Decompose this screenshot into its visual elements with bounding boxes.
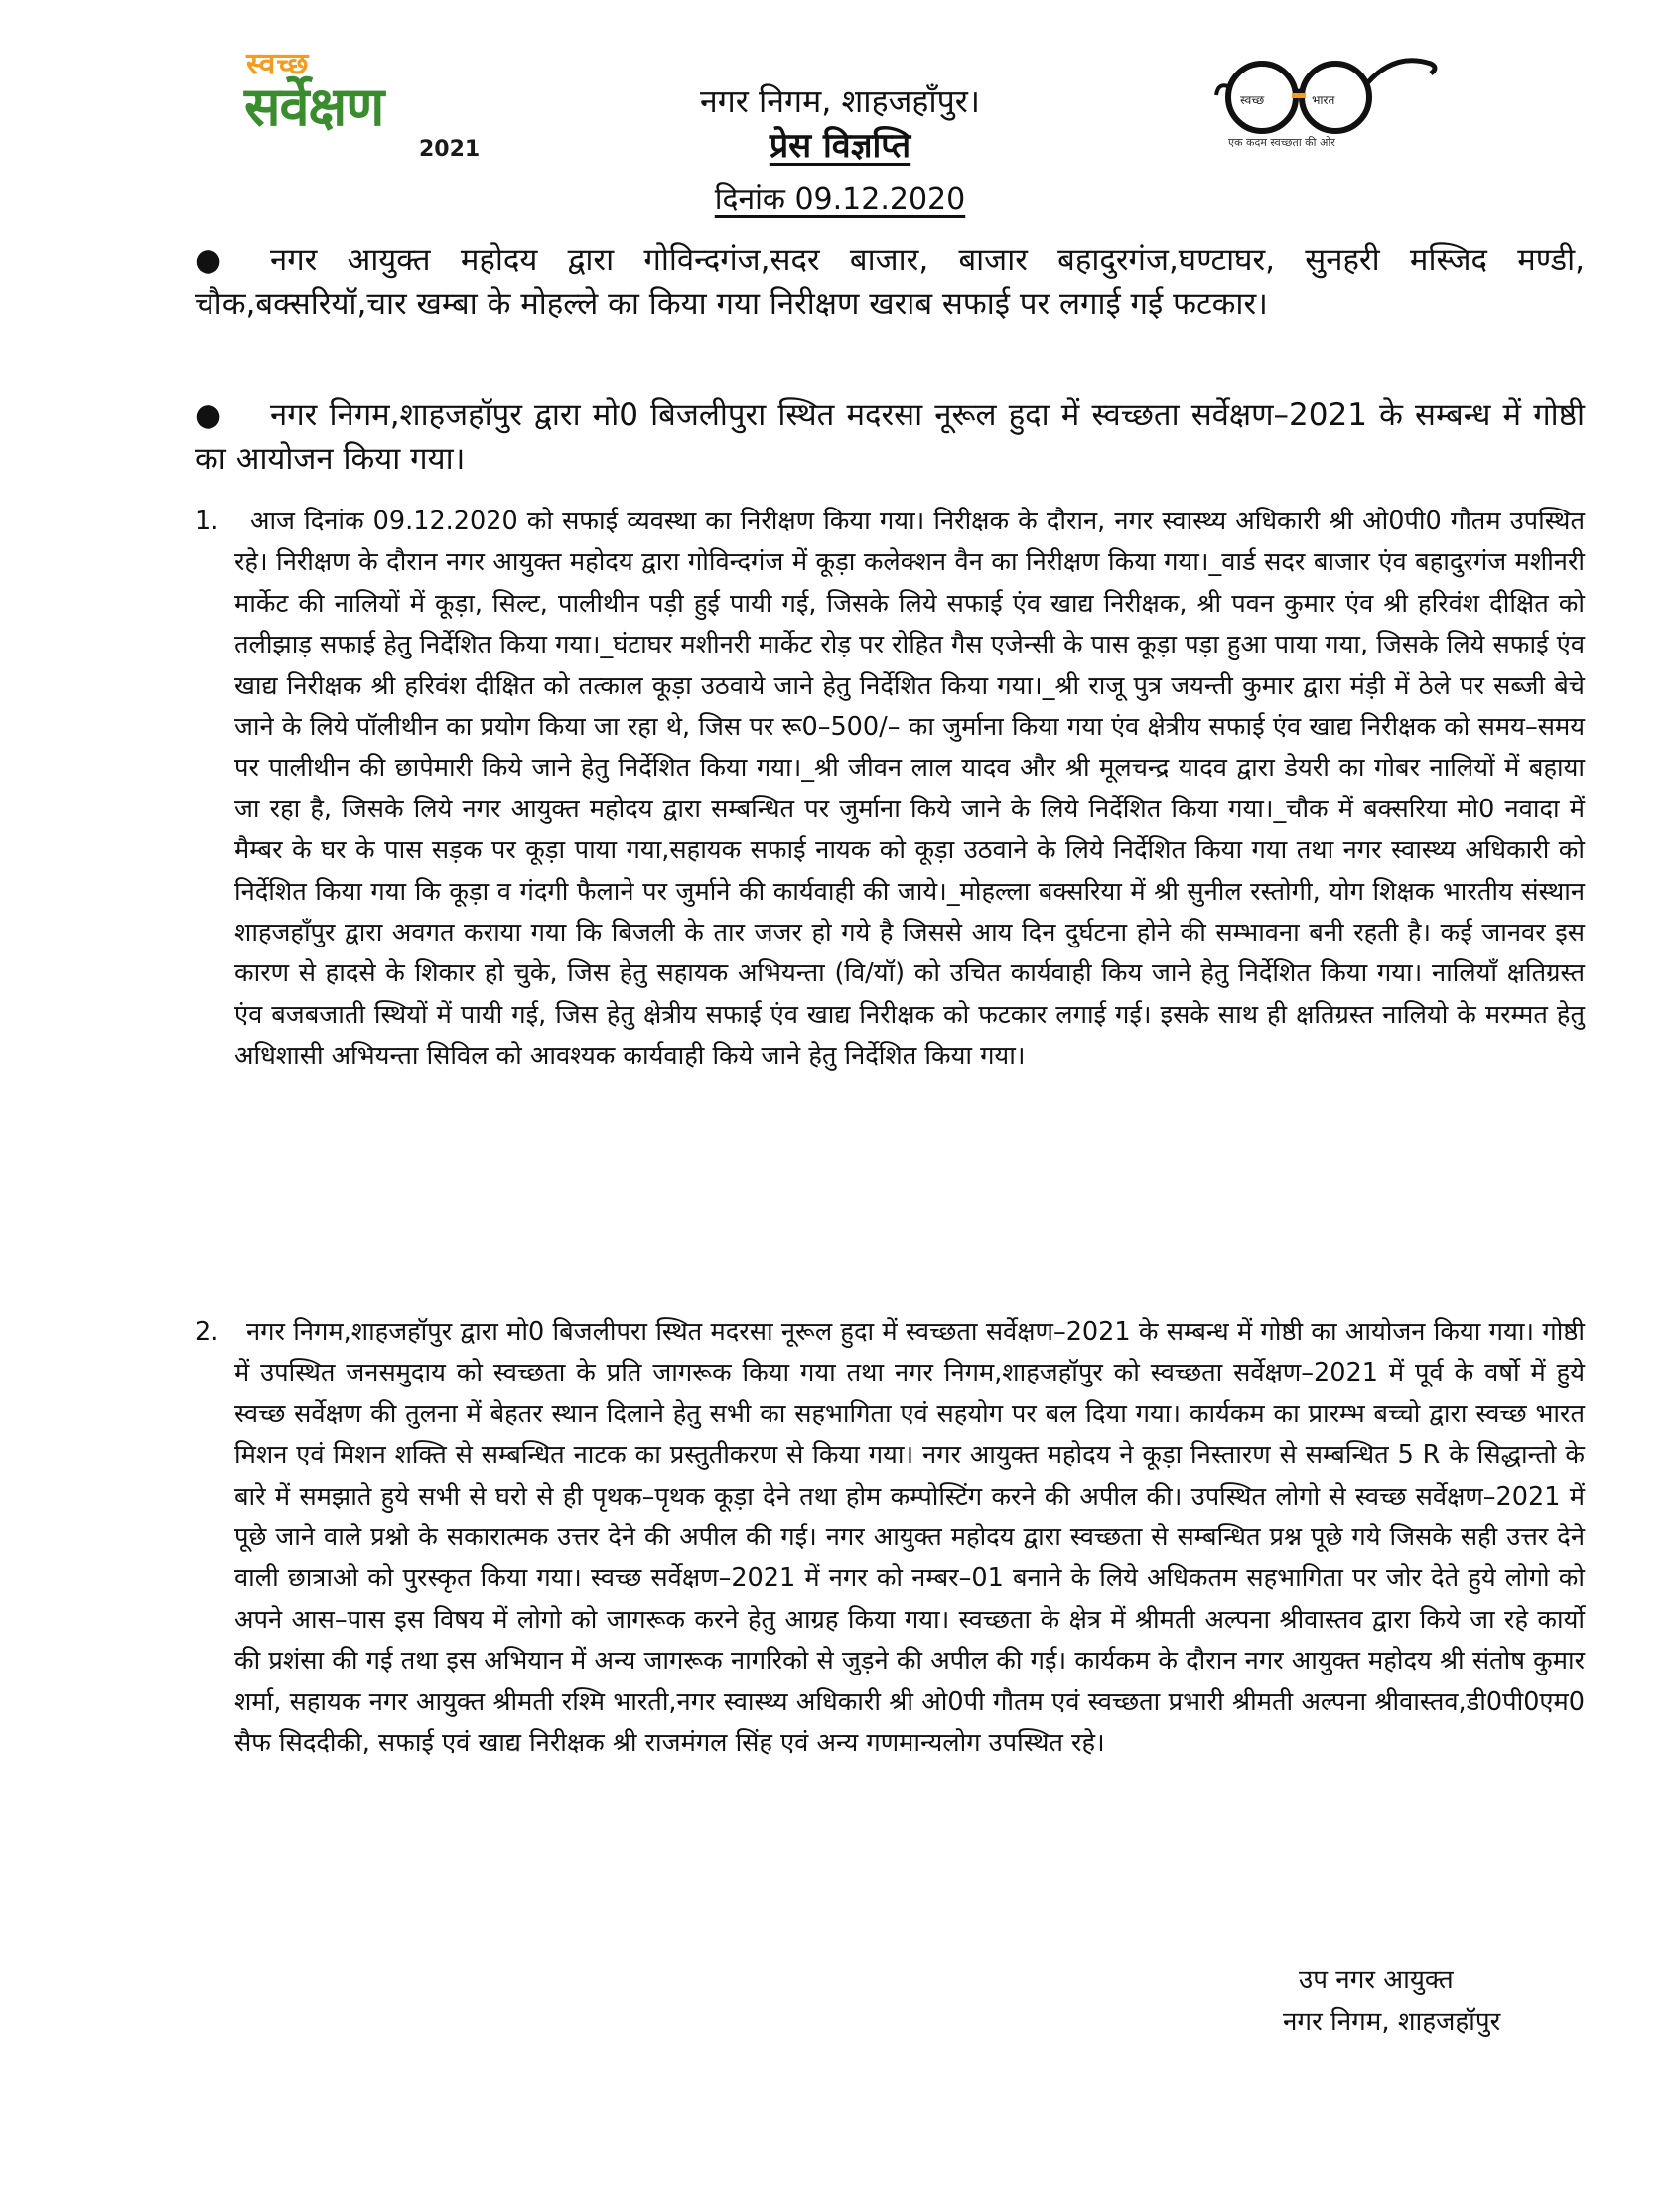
- signatory-designation: उप नगर आयुक्त: [1299, 1966, 1454, 1995]
- logo-tagline: एक कदम स्वच्छता की ओर: [1228, 136, 1335, 149]
- headline-bullet-text: नगर निगम,शाहजहॉपुर द्वारा मो0 बिजलीपुरा स्थित मदरसा नूरूल हुदा में स्वच्छता सर्वेक्षण–2021 के सम्बन्ध में गोष्ठी का आयोजन किया गया।: [195, 397, 1585, 477]
- bullet-dot-icon: ●: [195, 397, 222, 433]
- bullet-dot-icon: ●: [195, 242, 222, 278]
- paragraph-number: 1.: [195, 507, 219, 536]
- numbered-paragraph: [195, 502, 1585, 1078]
- title-text: प्रेस विज्ञप्ति: [769, 126, 911, 166]
- paragraph-text: नगर निगम,शाहजहॉपुर द्वारा मो0 बिजलीपरा स्थित मदरसा नूरूल हुदा में स्वच्छता सर्वेक्षण–2021 के सम्बन्ध में गोष्ठी का आयोजन किया गया। गोष्ठी में उपस्थित जनसमुदाय को स्वच्छता के प्रति जागरूक किया गया तथा नगर निगम,शाहजहॉपुर को स्वच्छता सर्वेक्षण–2021 में पूर्व के वर्षो में हुये स्वच्छ सर्वेक्षण की तुलना में बेहतर स्थान दिलाने हेतु सभी का सहभागिता एवं सहयोग पर बल दिया गया। कार्यकम का प्रारम्भ बच्चो द्वारा स्वच्छ भारत मिशन एवं मिशन शक्ति से सम्बन्धित नाटक का प्रस्तुतीकरण से किया गया। नगर आयुक्त महोदय ने कूड़ा निस्तारण से सम्बन्धित 5 R के सिद्धान्तो के बारे में समझाते हुये सभी से घरो से ही पृथक–पृथक कूड़ा देने तथा होम कम्पोस्टिंग करने की अपील की। उपस्थित लोगो से स्वच्छ सर्वेक्षण–2021 में पूछे जाने वाले प्रश्नो के सकारात्मक उत्तर देने की अपील की गई। नगर आयुक्त महोदय द्वारा स्वच्छता से सम्बन्धित प्रश्न पूछे गये जिसके सही उत्तर देने वाली छात्राओ को पुरस्कृत किया गया। स्वच्छ सर्वेक्षण–2021 में नगर को नम्बर–01 बनाने के लिये अधिकतम सहभागिता पर जोर देते हुये लोगो को अपने आस–पास इस विषय में लोगो को जागरूक करने हेतु आग्रह किया गया। स्वच्छता के क्षेत्र में श्रीमती अल्पना श्रीवास्तव द्वारा किये जा रहे कार्यो की प्रशंसा की गई तथा इस अभियान में अन्य जागरूक नागरिको से जुड़ने की अपील की गई। कार्यकम के दौरान नगर आयुक्त महोदय श्री संतोष कुमार शर्मा, सहायक नगर आयुक्त श्रीमती रश्मि भारती,नगर स्वास्थ्य अधिकारी श्री ओ0पी गौतम एवं स्वच्छता प्रभारी श्रीमती अल्पना श्रीवास्तव,डी0पी0एम0 सैफ सिददीकी, सफाई एवं खाद्य निरीक्षक श्री राजमंगल सिंह एवं अन्य गणमान्यलोग उपस्थित रहे।: [234, 1317, 1585, 1759]
- logo-word-swachh: स्वच्छ: [1240, 93, 1265, 107]
- paragraph-number: 2.: [195, 1317, 219, 1347]
- paragraph-text: आज दिनांक 09.12.2020 को सफाई व्यवस्था का निरीक्षण किया गया। निरीक्षक के दौरान, नगर स्वास्थ्य अधिकारी श्री ओ0पी0 गौतम उपस्थित रहे। निरीक्षण के दौरान नगर आयुक्त महोदय द्वारा गोविन्दगंज में कूड़ा कलेक्शन वैन का निरीक्षण किया गया।_वार्ड सदर बाजार एंव बहादुरगंज मशीनरी मार्केट की नालियों में कूड़ा, सिल्ट, पालीथीन पड़ी हुई पायी गई, जिसके लिये सफाई एंव खाद्य निरीक्षक, श्री पवन कुमार एंव श्री हरिवंश दीक्षित को तलीझाड़ सफाई हेतु निर्देशित किया गया।_घंटाघर मशीनरी मार्केट रोड़ पर रोहित गैस एजेन्सी के पास कूड़ा पड़ा हुआ पाया गया, जिसके लिये सफाई एंव खाद्य निरीक्षक श्री हरिवंश दीक्षित को तत्काल कूड़ा उठवाये जाने हेतु निर्देशित किया गया।_श्री राजू पुत्र जयन्ती कुमार द्वारा मंड़ी में ठेले पर सब्जी बेचे जाने के लिये पॉलीथीन का प्रयोग किया जा रहा थे, जिस पर रू0–500/– का जुर्माना किया गया एंव क्षेत्रीय सफाई एंव खाद्य निरीक्षक को समय–समय पर पालीथीन की छापेमारी किये जाने हेतु निर्देशित किया गया।_श्री जीवन लाल यादव और श्री मूलचन्द्र यादव द्वारा डेयरी का गोबर नालियों में बहाया जा रहा है, जिसके लिये नगर आयुक्त महोदय द्वारा सम्बन्धित पर जुर्माना किये जाने के लिये निर्देशित किया गया।_चौक में बक्सरिया मो0 नवादा में मैम्बर के घर के पास सड़क पर कूड़ा पाया गया,सहायक सफाई नायक को कूड़ा उठवाने के लिये निर्देशित किया गया तथा नगर स्वास्थ्य अधिकारी को निर्देशित किया गया कि कूड़ा व गंदगी फैलाने पर जुर्माने की कार्यवाही की जाये।_मोहल्ला बक्सरिया में श्री सुनील रस्तोगी, योग शिक्षक भारतीय संस्थान शाहजहाँपुर द्वारा अवगत कराया गया कि बिजली के तार जजर हो गये है जिससे आय दिन दुर्घटना होने की सम्भावना बनी रहती है। कई जानवर इस कारण से हादसे के शिकार हो चुके, जिस हेतु सहायक अभियन्ता (वि/यॉ) को उचित कार्यवाही किय जाने हेतु निर्देशित किया गया। नालियाँ क्षतिग्रस्त एंव बजबजाती स्थियों में पायी गई, जिस हेतु क्षेत्रीय सफाई एंव खाद्य निरीक्षक को फटकार लगाई गई। इसके साथ ही क्षतिग्रस्त नालियो के मरम्मत हेतु अधिशासी अभियन्ता सिविल को आवश्यक कार्यवाही किये जाने हेतु निर्देशित किया गया।: [234, 507, 1585, 1072]
- release-date: [0, 177, 1680, 218]
- logo-year: 2021: [419, 137, 481, 162]
- logo-main-word: सर्वेक्षण: [244, 75, 384, 138]
- headline-bullet: [195, 238, 1585, 326]
- date-text: दिनांक 09.12.2020: [714, 182, 966, 217]
- press-release-title: [0, 121, 1680, 167]
- signatory-office: नगर निगम, शाहजहॉपुर: [1283, 2007, 1501, 2037]
- headline-bullet: [195, 393, 1585, 481]
- numbered-paragraph: [195, 1312, 1585, 1764]
- logo-word-bharat: भारत: [1312, 93, 1335, 107]
- office-heading: नगर निगम, शाहजहाँपुर।: [699, 82, 981, 120]
- logo-top-word: स्वच्छ: [246, 47, 310, 81]
- headline-bullet-text: नगर आयुक्त महोदय द्वारा गोविन्दगंज,सदर बाजार, बाजार बहादुरगंज,घण्टाघर, सुनहरी मस्जिद मण्डी, चौक,बक्सरियॉ,चार खम्बा के मोहल्ले का किया गया निरीक्षण खराब सफाई पर लगाई गई फटकार।: [195, 242, 1585, 322]
